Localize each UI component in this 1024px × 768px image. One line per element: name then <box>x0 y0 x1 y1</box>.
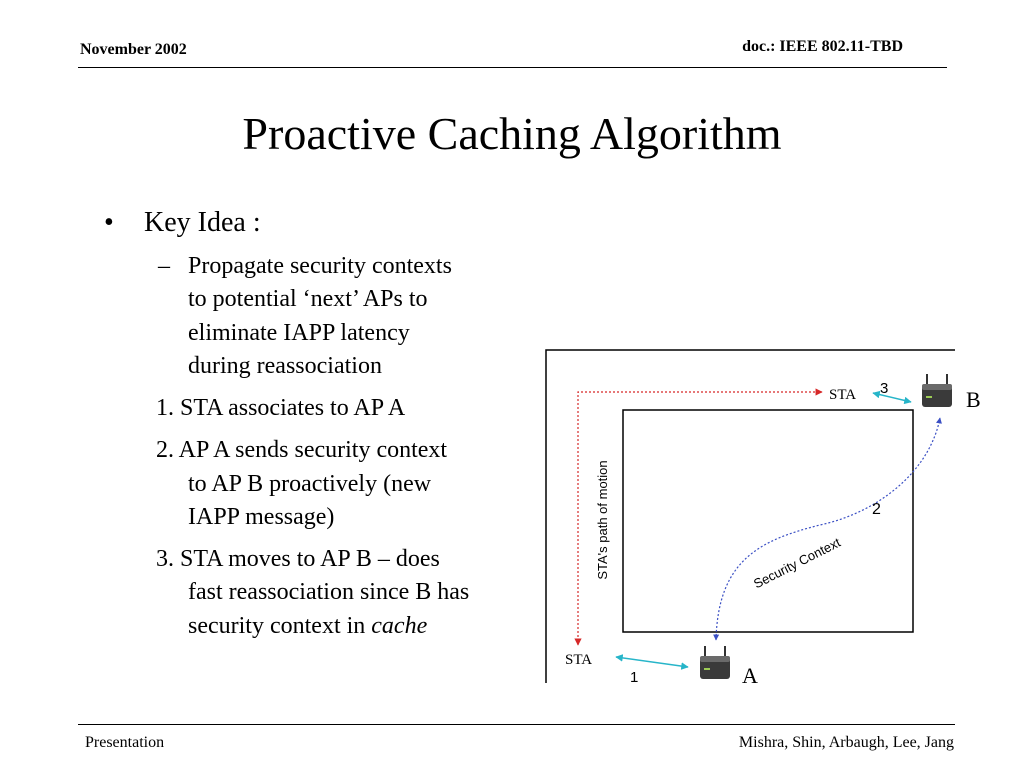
sub-line: eliminate IAPP latency <box>188 320 410 346</box>
bullet-marker: • <box>104 207 114 238</box>
sta-top-label: STA <box>829 387 857 403</box>
sta-b-link-arrow <box>873 393 911 402</box>
footer-divider <box>78 724 955 725</box>
step-2-number: 2 <box>872 501 881 518</box>
footer-left: Presentation <box>85 734 165 751</box>
inner-area-rect <box>623 410 913 632</box>
dash-marker: – <box>158 253 170 279</box>
step-2-line: 2. AP A sends security context <box>156 437 448 463</box>
access-point-a-icon <box>700 646 730 679</box>
key-idea-label: Key Idea : <box>144 207 261 238</box>
header-doc-id: doc.: IEEE 802.11-TBD <box>742 38 903 55</box>
step-1: 1. STA associates to AP A <box>156 395 406 421</box>
step-1-number: 1 <box>630 669 639 686</box>
sta-bottom-label: STA <box>565 652 593 668</box>
ap-a-label: A <box>742 663 758 688</box>
sta-a-link-arrow <box>616 657 688 667</box>
step-2-line: IAPP message) <box>188 504 335 530</box>
step-3-line: fast reassociation since B has <box>188 579 470 605</box>
ap-b-label: B <box>966 387 981 412</box>
sub-line: to potential ‘next’ APs to <box>188 286 428 312</box>
security-context-arrow <box>716 418 940 640</box>
header-date: November 2002 <box>80 41 187 58</box>
step-3-line: 3. STA moves to AP B – does <box>156 546 440 572</box>
sub-line: during reassociation <box>188 353 382 379</box>
path-of-motion-label: STA's path of motion <box>595 460 610 580</box>
step-3-emphasis: cache <box>371 613 428 639</box>
step-3-number: 3 <box>880 380 889 397</box>
slide-title: Proactive Caching Algorithm <box>242 108 782 159</box>
security-context-label: Security Context <box>751 534 843 592</box>
motion-path-arrow <box>578 392 822 645</box>
step-2-line: to AP B proactively (new <box>188 471 432 497</box>
access-point-b-icon <box>922 374 952 407</box>
sub-line: Propagate security contexts <box>188 253 452 279</box>
footer-authors: Mishra, Shin, Arbaugh, Lee, Jang <box>738 734 954 751</box>
step-3-text: security context in <box>188 613 372 639</box>
